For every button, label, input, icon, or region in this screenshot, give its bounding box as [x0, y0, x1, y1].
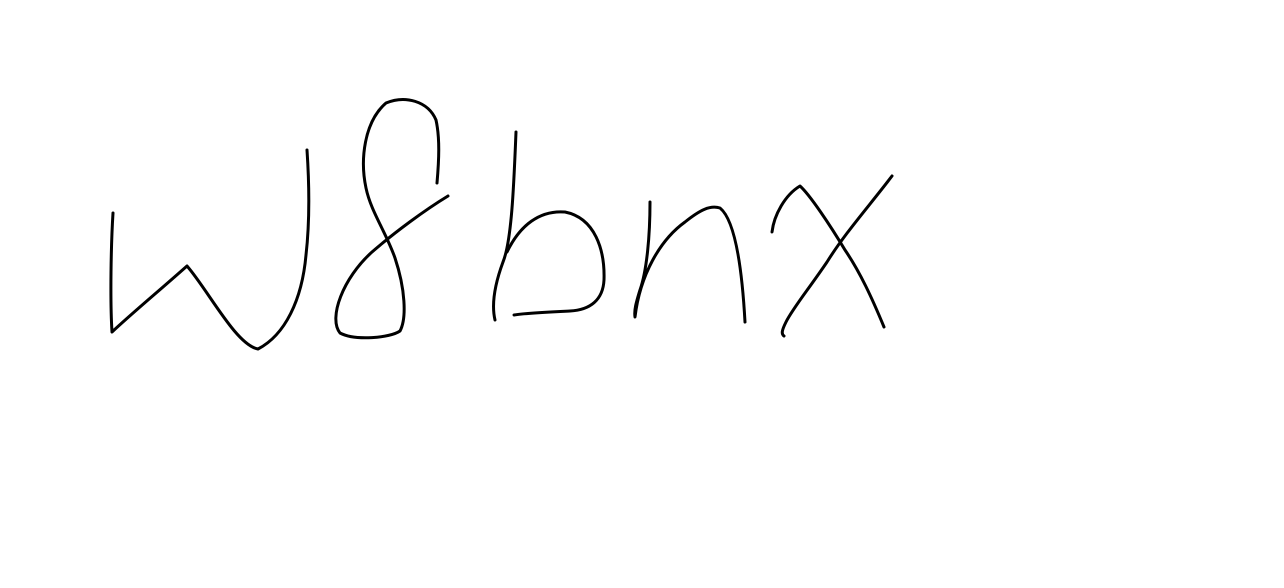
- stroke-letter-w: [111, 150, 309, 349]
- stroke-letter-n: [635, 202, 745, 322]
- stroke-letter-b-stem: [494, 132, 516, 320]
- stroke-letter-x-2: [782, 176, 892, 336]
- stroke-letter-b-bowl: [507, 212, 604, 315]
- stroke-digit-8: [336, 100, 448, 338]
